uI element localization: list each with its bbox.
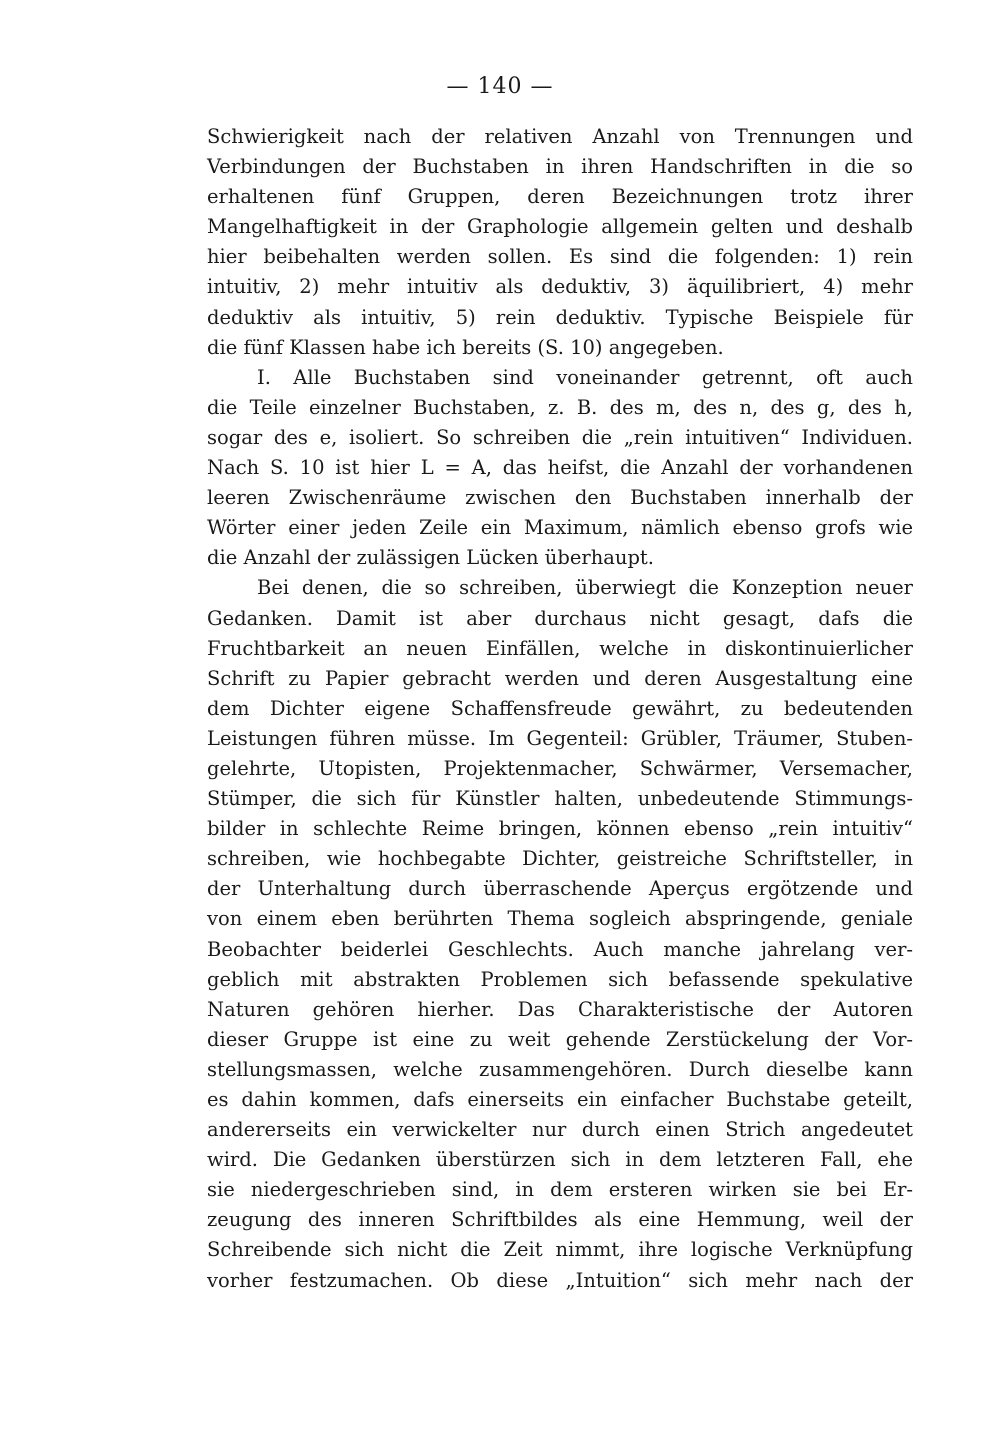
text-line: schreiben, wie hochbegabte Dichter, geistreiche Schriftsteller, in xyxy=(207,847,913,871)
text-line: deduktiv als intuitiv, 5) rein deduktiv. Typische Beispiele für xyxy=(207,305,913,329)
text-line: Stümper, die sich für Künstler halten, unbedeutende Stimmungs- xyxy=(207,787,913,811)
text-line: die Anzahl der zulässigen Lücken überhaupt. xyxy=(207,546,654,570)
text-line: von einem eben berührten Thema sogleich abspringende, geniale xyxy=(207,907,913,931)
text-line: sie niedergeschrieben sind, in dem ersteren wirken sie bei Er- xyxy=(207,1178,913,1202)
text-line: Verbindungen der Buchstaben in ihren Handschriften in die so xyxy=(207,155,913,179)
text-line: Nach S. 10 ist hier L = A, das heifst, die Anzahl der vorhandenen xyxy=(207,456,913,480)
text-line: stellungsmassen, welche zusammengehören. Durch dieselbe kann xyxy=(207,1057,913,1081)
text-line: Leistungen führen müsse. Im Gegenteil: Grübler, Träumer, Stuben- xyxy=(207,726,913,750)
text-line: der Unterhaltung durch überraschende Aperçus ergötzende und xyxy=(207,877,913,901)
text-line: erhaltenen fünf Gruppen, deren Bezeichnungen trotz ihrer xyxy=(207,185,913,209)
text-line: geblich mit abstrakten Problemen sich befassende spekulative xyxy=(207,967,913,991)
text-line: Beobachter beiderlei Geschlechts. Auch manche jahrelang ver- xyxy=(207,937,913,961)
text-line: I. Alle Buchstaben sind voneinander getrennt, oft auch xyxy=(257,365,913,389)
page-number: — 140 — xyxy=(446,74,554,99)
text-line: Fruchtbarkeit an neuen Einfällen, welche in diskontinuierlicher xyxy=(207,636,913,660)
text-line: Mangelhaftigkeit in der Graphologie allgemein gelten und deshalb xyxy=(207,215,913,239)
text-line: Schreibende sich nicht die Zeit nimmt, ihre logische Verknüpfung xyxy=(207,1238,913,1262)
text-line: Schrift zu Papier gebracht werden und deren Ausgestaltung eine xyxy=(207,666,913,690)
text-line: Gedanken. Damit ist aber durchaus nicht gesagt, dafs die xyxy=(207,606,913,630)
text-line: dem Dichter eigene Schaffensfreude gewährt, zu bedeutenden xyxy=(207,696,913,720)
text-line: die fünf Klassen habe ich bereits (S. 10) angegeben. xyxy=(207,335,724,359)
text-line: vorher festzumachen. Ob diese „Intuition“ sich mehr nach der xyxy=(207,1268,913,1292)
text-line: zeugung des inneren Schriftbildes als eine Hemmung, weil der xyxy=(207,1208,913,1232)
body-text xyxy=(207,122,913,1296)
text-line: Schwierigkeit nach der relativen Anzahl von Trennungen und xyxy=(207,125,913,148)
text-line: hier beibehalten werden sollen. Es sind die folgenden: 1) rein xyxy=(207,245,913,269)
text-line: gelehrte, Utopisten, Projektenmacher, Schwärmer, Versemacher, xyxy=(207,756,913,780)
text-line: sogar des e, isoliert. So schreiben die „rein intuitiven“ Individuen. xyxy=(207,425,913,449)
text-line: dieser Gruppe ist eine zu weit gehende Zerstückelung der Vor- xyxy=(207,1027,913,1051)
text-line: leeren Zwischenräume zwischen den Buchstaben innerhalb der xyxy=(207,486,913,510)
text-line: Wörter einer jeden Zeile ein Maximum, nämlich ebenso grofs wie xyxy=(207,516,913,540)
text-line: wird. Die Gedanken überstürzen sich in dem letzteren Fall, ehe xyxy=(207,1148,913,1172)
text-line: die Teile einzelner Buchstaben, z. B. des m, des n, des g, des h, xyxy=(207,395,913,419)
text-line: Naturen gehören hierher. Das Charakteristische der Autoren xyxy=(207,997,913,1021)
text-line: es dahin kommen, dafs einerseits ein einfacher Buchstabe geteilt, xyxy=(207,1088,913,1111)
text-line: intuitiv, 2) mehr intuitiv als deduktiv, 3) äquilibriert, 4) mehr xyxy=(207,275,913,299)
text-line: bilder in schlechte Reime bringen, können ebenso „rein intuitiv“ xyxy=(207,817,913,841)
text-line: andererseits ein verwickelter nur durch einen Strich angedeutet xyxy=(207,1118,913,1142)
text-line: Bei denen, die so schreiben, überwiegt die Konzeption neuer xyxy=(257,576,913,600)
